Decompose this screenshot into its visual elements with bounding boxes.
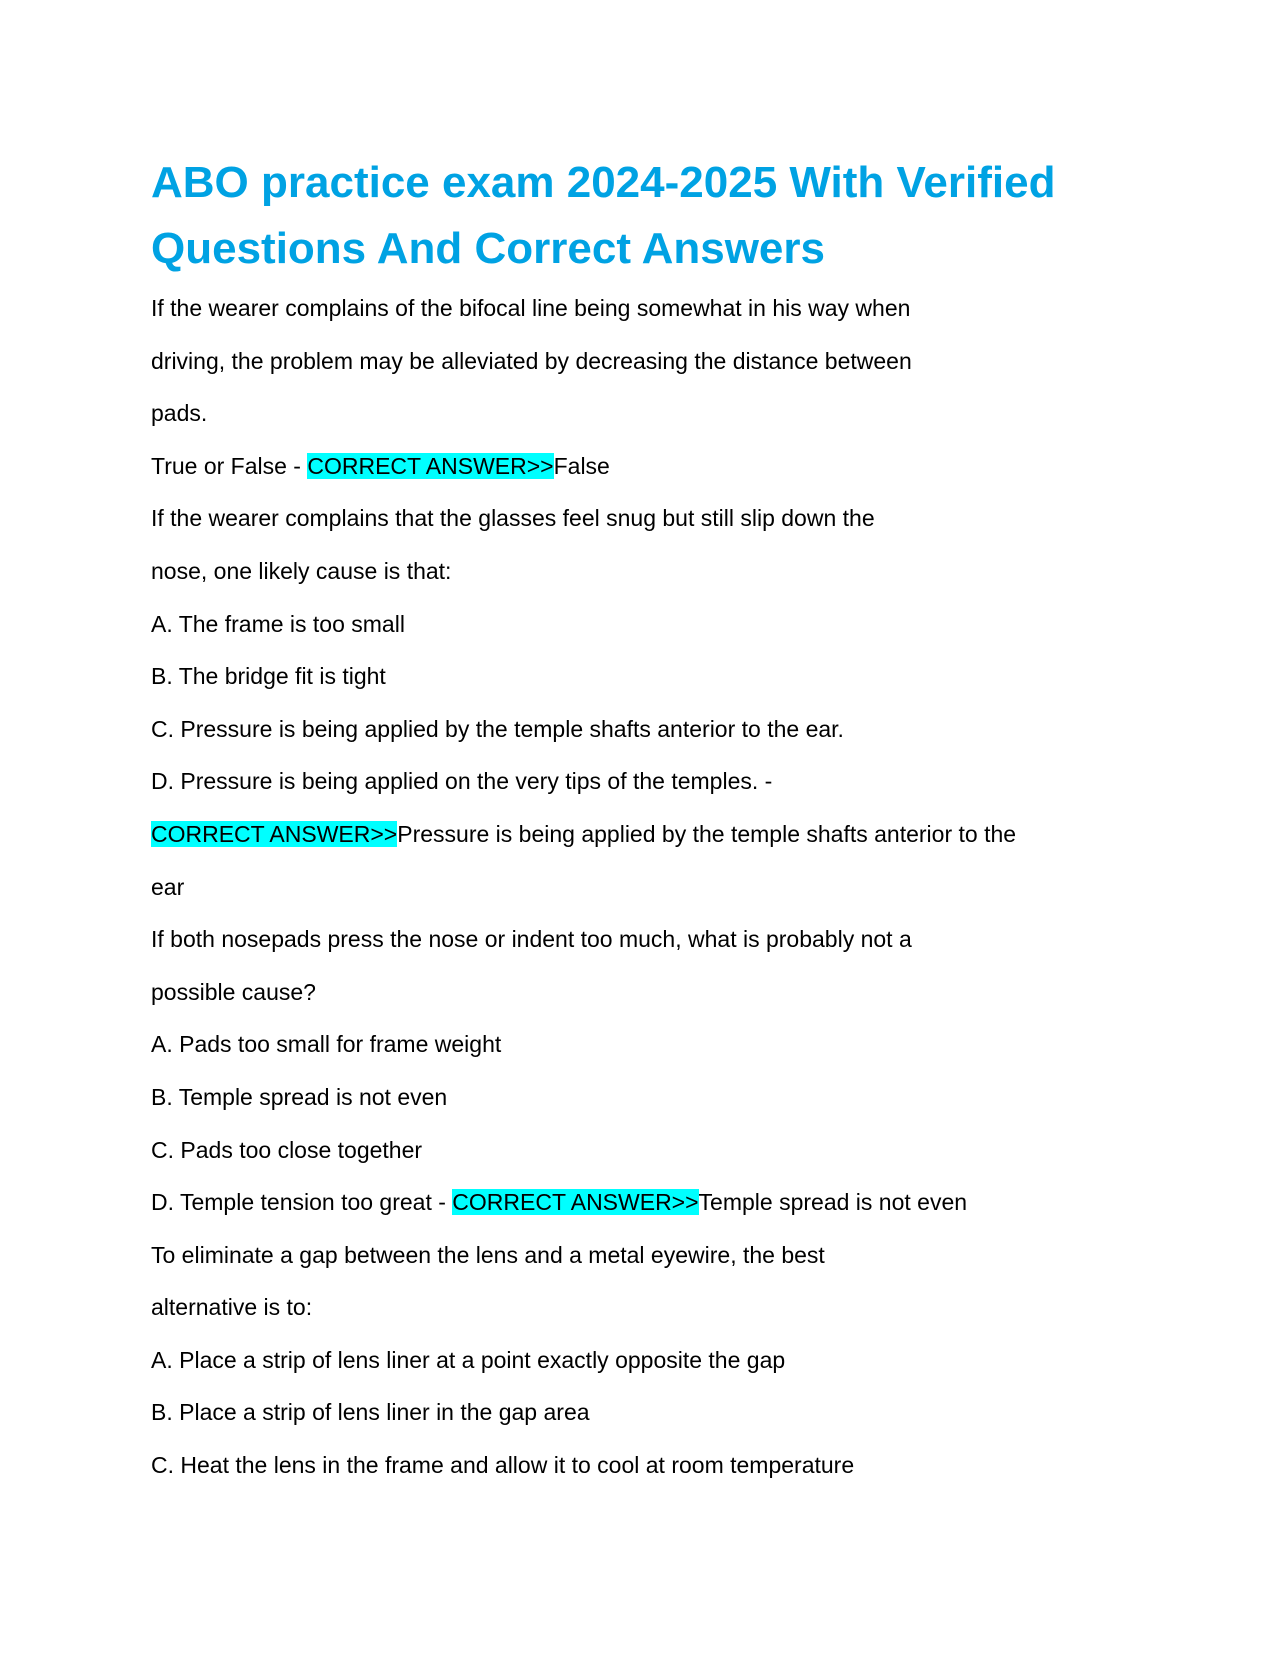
question-1-line-2: driving, the problem may be alleviated by decreasing the distance between — [151, 347, 912, 374]
document-body — [151, 296, 1151, 1506]
question-2-line-2: nose, one likely cause is that: — [151, 557, 452, 584]
question-1-prompt: True or False - — [151, 452, 308, 479]
question-4-line-2: alternative is to: — [151, 1294, 313, 1321]
question-3-answer: Temple spread is not even — [698, 1189, 968, 1216]
question-3-option-c: C. Pads too close together — [151, 1136, 423, 1163]
question-4-option-c: C. Heat the lens in the frame and allow it to cool at room temperature — [151, 1452, 855, 1479]
question-3-line-2: possible cause? — [151, 978, 316, 1005]
question-1-answer: False — [553, 452, 610, 479]
question-2-option-d: D. Pressure is being applied on the very tips of the temples. - — [151, 768, 773, 795]
question-2-option-b: B. The bridge fit is tight — [151, 663, 386, 690]
question-2-answer-line — [151, 822, 1151, 875]
question-4-option-a: A. Place a strip of lens liner at a point exactly opposite the gap — [151, 1346, 786, 1373]
correct-answer-marker: CORRECT ANSWER>> — [452, 1189, 699, 1216]
question-2-option-a: A. The frame is too small — [151, 610, 405, 637]
question-2-line-1: If the wearer complains that the glasses feel snug but still slip down the — [151, 505, 875, 532]
question-3-option-a: A. Pads too small for frame weight — [151, 1031, 502, 1058]
question-4-option-b: B. Place a strip of lens liner in the gap area — [151, 1399, 590, 1426]
question-3-line-1: If both nosepads press the nose or indent too much, what is probably not a — [151, 926, 912, 953]
correct-answer-marker: CORRECT ANSWER>> — [151, 820, 398, 847]
question-1-line-1: If the wearer complains of the bifocal line being somewhat in his way when — [151, 295, 911, 321]
question-3-option-b: B. Temple spread is not even — [151, 1083, 448, 1110]
question-2-answer: Pressure is being applied by the temple shafts anterior to the — [397, 820, 1017, 847]
question-1-answer-line — [151, 454, 1151, 507]
question-2-answer-continued: ear — [151, 873, 185, 900]
question-3-answer-line — [151, 1190, 1151, 1243]
document-title: ABO practice exam 2024-2025 With Verified Questions And Correct Answers — [151, 158, 1056, 273]
question-2-option-c: C. Pressure is being applied by the temple shafts anterior to the ear. — [151, 715, 844, 742]
correct-answer-marker: CORRECT ANSWER>> — [307, 452, 554, 479]
question-1-line-3: pads. — [151, 400, 208, 427]
question-3-option-d: D. Temple tension too great - — [151, 1189, 453, 1216]
question-4-line-1: To eliminate a gap between the lens and a metal eyewire, the best — [151, 1241, 825, 1268]
